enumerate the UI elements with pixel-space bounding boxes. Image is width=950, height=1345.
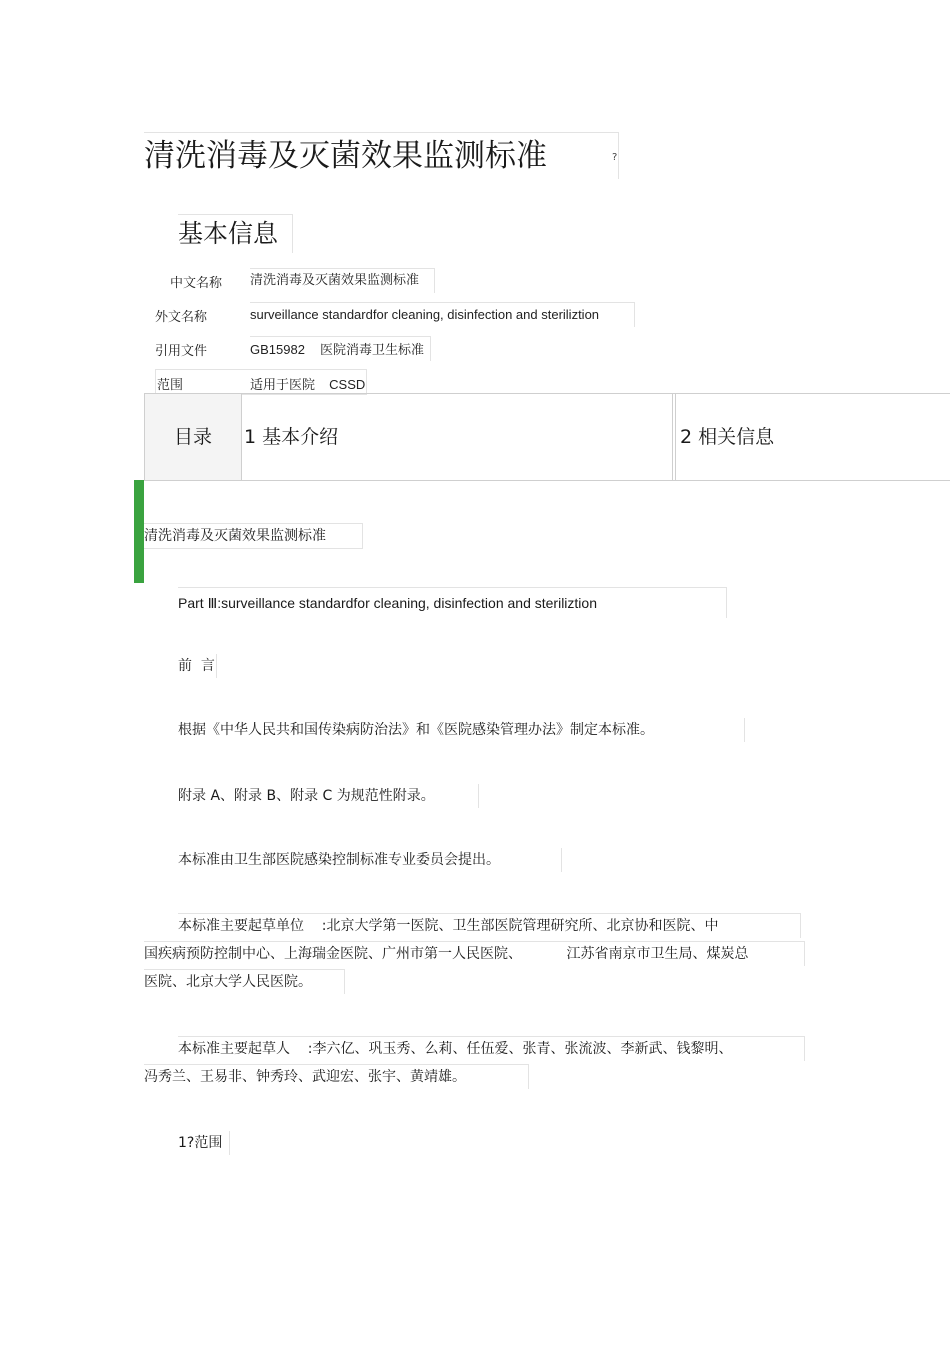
ref-name: 医院消毒卫生标准 xyxy=(320,343,425,358)
scope-value-text: 适用于医院 xyxy=(250,378,316,393)
paragraph-basis: 根据《中华人民共和国传染病防治法》和《医院感染管理办法》制定本标准。 xyxy=(178,718,745,742)
en-name-label: 外文名称 xyxy=(155,310,208,325)
paragraph-drafters-line2: 冯秀兰、王易非、钟秀玲、武迎宏、张宇、黄靖雄。 xyxy=(144,1064,529,1089)
ref-value xyxy=(250,336,431,361)
toc-divider xyxy=(672,394,676,480)
paragraph-appendix: 附录 A、附录 B、附录 C 为规范性附录。 xyxy=(178,784,479,808)
section-accent-bar xyxy=(134,480,144,583)
cn-name-label: 中文名称 xyxy=(170,276,223,291)
ref-label: 引用文件 xyxy=(155,344,208,359)
part-title: Part Ⅲ:surveillance standardfor cleaning, disinfection and steriliztion xyxy=(178,587,727,618)
paragraph-drafting-units-line3: 医院、北京大学人民医院。 xyxy=(144,969,345,994)
toc-item-related-info[interactable]: 2 相关信息 xyxy=(680,426,775,448)
table-of-contents xyxy=(144,393,950,481)
paragraph-drafting-units-line2: 国疾病预防控制中心、上海瑞金医院、广州市第一人民医院、 江苏省南京市卫生局、煤炭总 xyxy=(144,941,805,966)
scope-value xyxy=(250,374,365,393)
paragraph-proposer: 本标准由卫生部医院感染控制标准专业委员会提出。 xyxy=(178,848,562,872)
paragraph-drafters-line1: 本标准主要起草人 :李六亿、巩玉秀、么莉、任伍爱、张青、张流波、李新武、钱黎明、 xyxy=(178,1036,805,1061)
toc-item-basic-intro[interactable]: 1 基本介绍 xyxy=(244,426,339,448)
paragraph-drafting-units-line1: 本标准主要起草单位 :北京大学第一医院、卫生部医院管理研究所、北京协和医院、中 xyxy=(178,913,801,938)
en-name-value: surveillance standardfor cleaning, disinfection and steriliztion xyxy=(250,302,635,327)
page-title: 清洗消毒及灭菌效果监测标准 xyxy=(144,132,619,179)
cn-name-value: 清洗消毒及灭菌效果监测标准 xyxy=(250,268,435,293)
scope-label: 范围 xyxy=(157,378,184,393)
scope-heading: 1?范围 xyxy=(178,1131,230,1155)
help-marker[interactable]: ? xyxy=(612,152,618,163)
scope-row xyxy=(155,369,367,395)
ref-code: GB15982 xyxy=(250,342,305,357)
basic-info-heading: 基本信息 xyxy=(178,214,293,253)
toc-heading: 目录 xyxy=(144,394,242,480)
section-title: 清洗消毒及灭菌效果监测标准 xyxy=(144,523,363,549)
preface-heading: 前 言 xyxy=(178,654,217,678)
scope-code: CSSD xyxy=(329,377,366,392)
